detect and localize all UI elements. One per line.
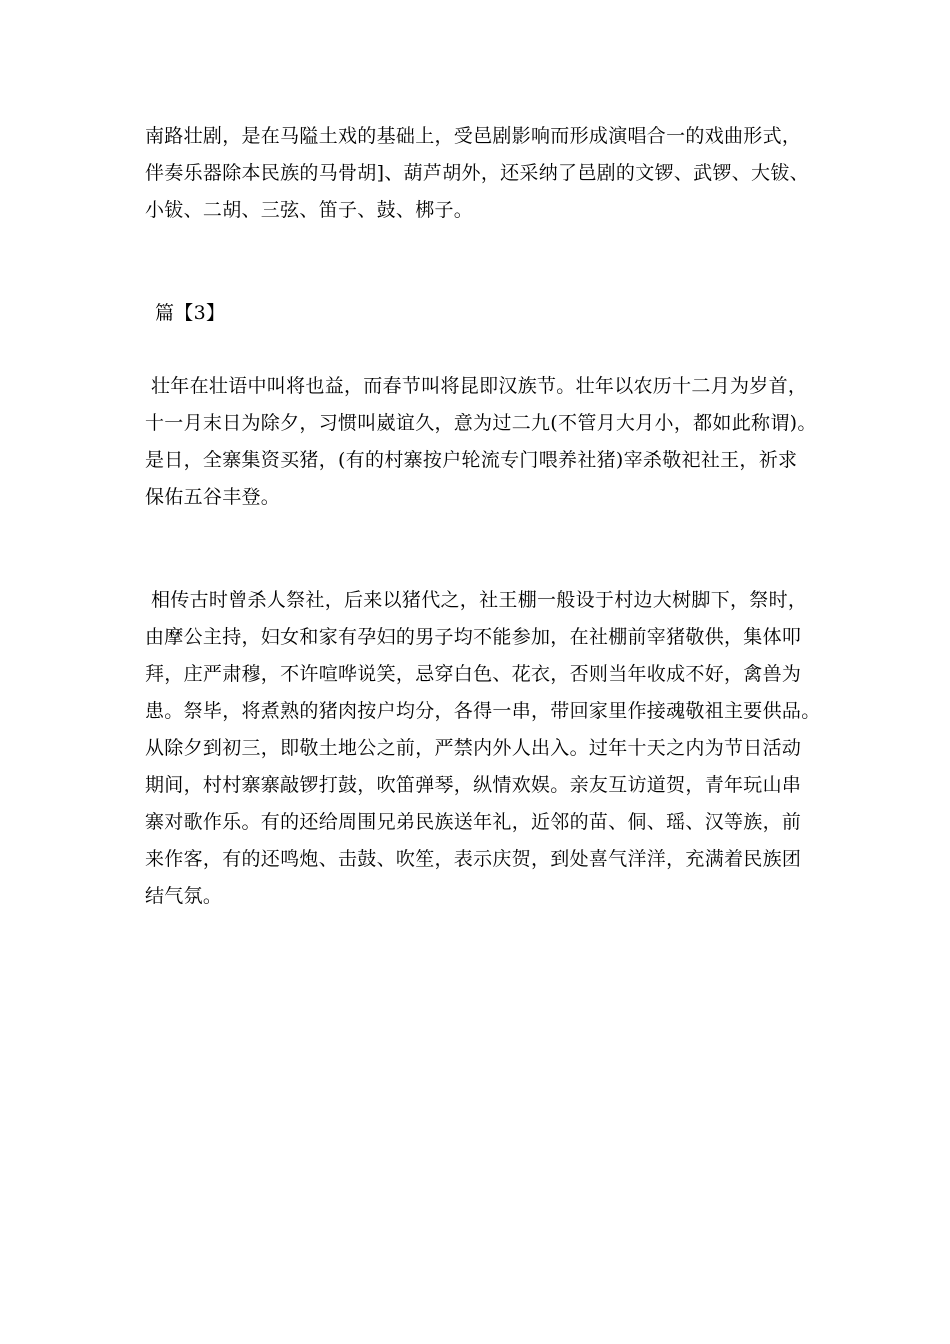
paragraph-zhuang-new-year: [145, 368, 825, 516]
text-line: 相传古时曾杀人祭社，后来以猪代之，社王棚一般设于村边大树脚下，祭时，: [151, 589, 808, 611]
text-line: 寨对歌作乐。有的还给周围兄弟民族送年礼，近邻的苗、侗、瑶、汉等族，前: [145, 811, 802, 833]
text-line: 来作客，有的还鸣炮、击鼓、吹笙，表示庆贺，到处喜气洋洋，充满着民族团: [145, 848, 802, 870]
section-heading: [145, 295, 825, 332]
text-line: 十一月末日为除夕，习惯叫崴谊久，意为过二九(不管月大月小，都如此称谓)。: [145, 412, 817, 434]
text-line: 伴奏乐器除本民族的马骨胡]、葫芦胡外，还采纳了邑剧的文锣、武锣、大钹、: [145, 162, 809, 184]
text-line: 结气氛。: [145, 885, 223, 907]
text-line: 由摩公主持，妇女和家有孕妇的男子均不能参加，在社棚前宰猪敬供，集体叩: [145, 626, 802, 648]
text-line: 保佑五谷丰登。: [145, 486, 281, 508]
text-line: 壮年在壮语中叫将也益，而春节叫将昆即汉族节。壮年以农历十二月为岁首，: [151, 375, 808, 397]
text-line: 患。祭毕，将煮熟的猪肉按户均分，各得一串，带回家里作接魂敬祖主要供品。: [145, 700, 821, 722]
paragraph-she-worship: [145, 582, 825, 915]
text-line: 期间，村村寨寨敲锣打鼓，吹笛弹琴，纵情欢娱。亲友互访道贺，青年玩山串: [145, 774, 802, 796]
paragraph-nanlu-zhuang-opera: [145, 118, 825, 229]
text-line: 南路壮剧，是在马隘土戏的基础上，受邑剧影响而形成演唱合一的戏曲形式，: [145, 125, 802, 147]
text-line: 小钹、二胡、三弦、笛子、鼓、梆子。: [145, 199, 474, 221]
text-line: 拜，庄严肃穆，不许喧哗说笑，忌穿白色、花衣，否则当年收成不好，禽兽为: [145, 663, 802, 685]
section-heading-text: 篇【3】: [155, 302, 226, 324]
text-line: 是日，全寨集资买猪，(有的村寨按户轮流专门喂养社猪)宰杀敬祀社王，祈求: [145, 449, 798, 471]
text-line: 从除夕到初三，即敬土地公之前，严禁内外人出入。过年十天之内为节日活动: [145, 737, 802, 759]
